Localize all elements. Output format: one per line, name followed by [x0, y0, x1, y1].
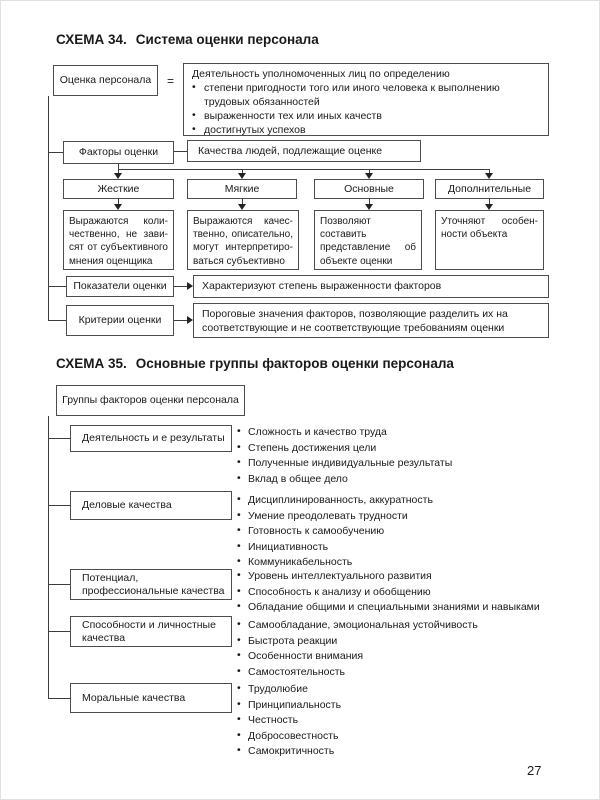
connector-line — [48, 584, 70, 585]
connector-line — [174, 320, 188, 321]
list-item: • Самокритичность — [237, 744, 547, 760]
connector-line — [48, 698, 70, 699]
connector-line — [48, 631, 70, 632]
group-box: Деятельность и е результаты — [70, 425, 232, 452]
connector-line — [48, 320, 66, 321]
schema35-heading-label: СХЕМА 35. — [56, 356, 127, 371]
connector-line — [48, 286, 66, 287]
list-item: • Особенности внимания — [237, 649, 547, 665]
group-items-list — [237, 569, 557, 616]
list-item: • Уровень интеллектуального развития — [237, 569, 557, 585]
list-item: • Коммуникабельность — [237, 555, 547, 571]
connector-line — [48, 505, 70, 506]
definition-bullet: • выраженности тех или иных качеств — [192, 109, 540, 123]
list-item: • Умение преодолевать трудности — [237, 509, 547, 525]
definition-box — [183, 63, 549, 136]
group-box: Деловые качества — [70, 491, 232, 520]
schema35-heading-title: Основные группы факторов оценки персонала — [135, 356, 454, 371]
factor-description-box: Позволяют составить представление об объекте оценки — [314, 210, 422, 270]
list-item: • Самостоятельность — [237, 665, 547, 681]
factor-type-box: Жесткие — [63, 179, 174, 199]
connector-line — [174, 286, 188, 287]
definition-bullet: • степени пригодности того или иного человека к выполнению трудовых обязанностей — [192, 81, 540, 109]
schema34-spine-line — [48, 96, 49, 321]
connector-line — [118, 169, 490, 170]
list-item: • Трудолюбие — [237, 682, 547, 698]
factor-type-box: Дополнительные — [435, 179, 544, 199]
indicators-box: Показатели оценки — [66, 276, 174, 297]
equals-sign: = — [166, 73, 174, 88]
schema35-heading — [56, 356, 454, 372]
schema34-heading — [56, 32, 319, 48]
list-item: • Принципиальность — [237, 698, 547, 714]
list-item: • Вклад в общее дело — [237, 472, 547, 488]
group-box: Моральные качества — [70, 683, 232, 713]
criteria-definition-box: Пороговые значения факторов, позволяющие разделить их на соответствующие и не соответствующие требованиям оценки — [193, 303, 549, 338]
group-items-list — [237, 425, 547, 487]
indicators-definition-box: Характеризуют степень выраженности факторов — [193, 275, 549, 298]
factor-description-box: Выражаются количественно, не зависят от субъективного мнения оценщика — [63, 210, 174, 270]
group-box: Потенциал, профессиональные качества — [70, 569, 232, 600]
list-item: • Быстрота реакции — [237, 634, 547, 650]
list-item: • Добросовестность — [237, 729, 547, 745]
definition-intro: Деятельность уполномоченных лиц по определению — [192, 68, 450, 80]
group-items-list — [237, 618, 547, 680]
list-item: • Степень достижения цели — [237, 441, 547, 457]
subject-box: Оценка персонала — [53, 65, 158, 96]
list-item: • Полученные индивидуальные результаты — [237, 456, 547, 472]
group-box: Способности и личностные качества — [70, 616, 232, 647]
connector-line — [48, 152, 63, 153]
list-item: • Способность к анализу и обобщению — [237, 585, 557, 601]
list-item: • Дисциплинированность, аккуратность — [237, 493, 547, 509]
factor-description-box: Уточняют особенности объекта — [435, 210, 544, 270]
schema34-heading-label: СХЕМА 34. — [56, 32, 127, 47]
factor-type-box: Мягкие — [187, 179, 297, 199]
criteria-box: Критерии оценки — [66, 305, 174, 336]
page-number: 27 — [527, 763, 542, 778]
factors-definition-box: Качества людей, подлежащие оценке — [187, 140, 421, 162]
groups-root-box: Группы факторов оценки персонала — [56, 385, 245, 416]
list-item: • Сложность и качество труда — [237, 425, 547, 441]
schema35-spine-line — [48, 416, 49, 699]
schema34-heading-title: Система оценки персонала — [135, 32, 319, 47]
list-item: • Честность — [237, 713, 547, 729]
list-item: • Самообладание, эмоциональная устойчивость — [237, 618, 547, 634]
list-item: • Инициативность — [237, 540, 547, 556]
group-items-list — [237, 682, 547, 760]
factor-type-box: Основные — [314, 179, 424, 199]
connector-line — [48, 438, 70, 439]
group-items-list — [237, 493, 547, 571]
list-item: • Обладание общими и специальными знаниями и навыками — [237, 600, 557, 616]
list-item: • Готовность к самообучению — [237, 524, 547, 540]
factor-description-box: Выражаются качественно, описательно, могут интерпретироваться субъективно — [187, 210, 299, 270]
connector-line — [174, 151, 187, 152]
factors-box: Факторы оценки — [63, 141, 174, 164]
definition-bullet: • достигнутых успехов — [192, 123, 540, 137]
